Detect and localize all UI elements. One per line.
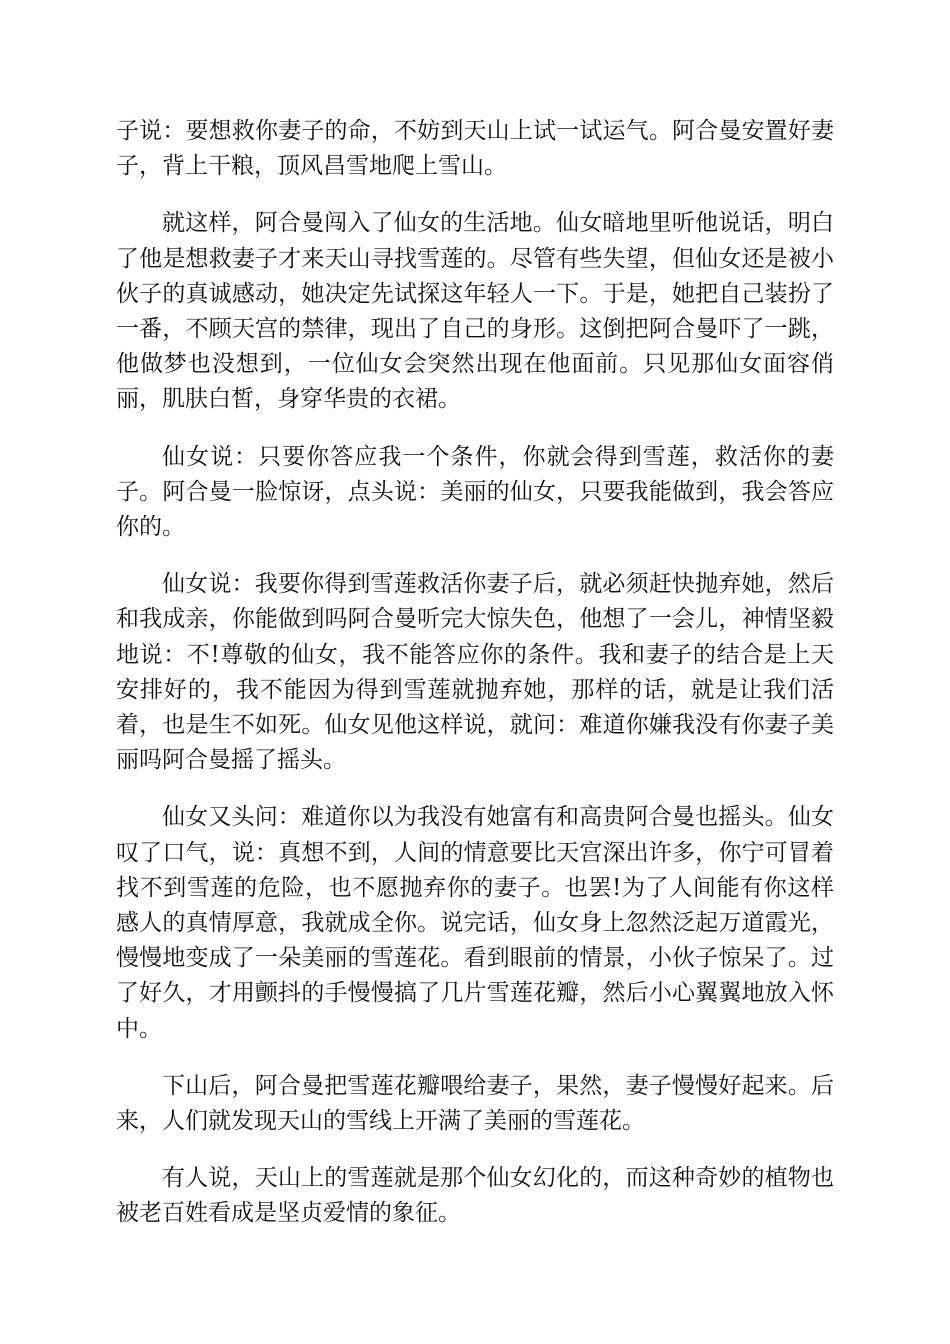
- paragraph-1: 子说：要想救你妻子的命，不妨到天山上试一试运气。阿合曼安置好妻子，背上干粮，顶风昌雪地爬上雪山。: [116, 118, 834, 180]
- paragraph-3: 仙女说：只要你答应我一个条件，你就会得到雪莲，救活你的妻子。阿合曼一脸惊讶，点头说：美丽的仙女，只要我能做到，我会答应你的。: [116, 443, 834, 541]
- paragraph-4: 仙女说：我要你得到雪莲救活你妻子后，就必须赶快抛弃她，然后和我成亲，你能做到吗阿合曼听完大惊失色，他想了一会儿，神情坚毅地说：不!尊敬的仙女，我不能答应你的条件。我和妻子的结合是上天安排好的，我不能因为得到雪莲就抛弃她，那样的话，就是让我们活着，也是生不如死。仙女见他这样说，就问：难道你嫌我没有你妻子美丽吗阿合曼摇了摇头。: [116, 571, 834, 774]
- paragraph-7: 有人说，天山上的雪莲就是那个仙女幻化的，而这种奇妙的植物也被老百姓看成是坚贞爱情的象征。: [116, 1165, 834, 1227]
- paragraph-2: 就这样，阿合曼闯入了仙女的生活地。仙女暗地里听他说话，明白了他是想救妻子才来天山寻找雪莲的。尽管有些失望，但仙女还是被小伙子的真诚感动，她决定先试探这年轻人一下。于是，她把自己装扮了一番，不顾天宫的禁律，现出了自己的身形。这倒把阿合曼吓了一跳，他做梦也没想到，一位仙女会突然出现在他面前。只见那仙女面容俏丽，肌肤白皙，身穿华贵的衣裙。: [116, 210, 834, 413]
- paragraph-5: 仙女又头问：难道你以为我没有她富有和高贵阿合曼也摇头。仙女叹了口气，说：真想不到，人间的情意要比天宫深出许多，你宁可冒着找不到雪莲的危险，也不愿抛弃你的妻子。也罢!为了人间能有你这样感人的真情厚意，我就成全你。说完话，仙女身上忽然泛起万道霞光，慢慢地变成了一朵美丽的雪莲花。看到眼前的情景，小伙子惊呆了。过了好久，才用颤抖的手慢慢搞了几片雪莲花瓣，然后小心翼翼地放入怀中。: [116, 804, 834, 1042]
- document-body: [116, 114, 834, 1232]
- paragraph-6: 下山后，阿合曼把雪莲花瓣喂给妻子，果然，妻子慢慢好起来。后来，人们就发现天山的雪线上开满了美丽的雪莲花。: [116, 1072, 834, 1135]
